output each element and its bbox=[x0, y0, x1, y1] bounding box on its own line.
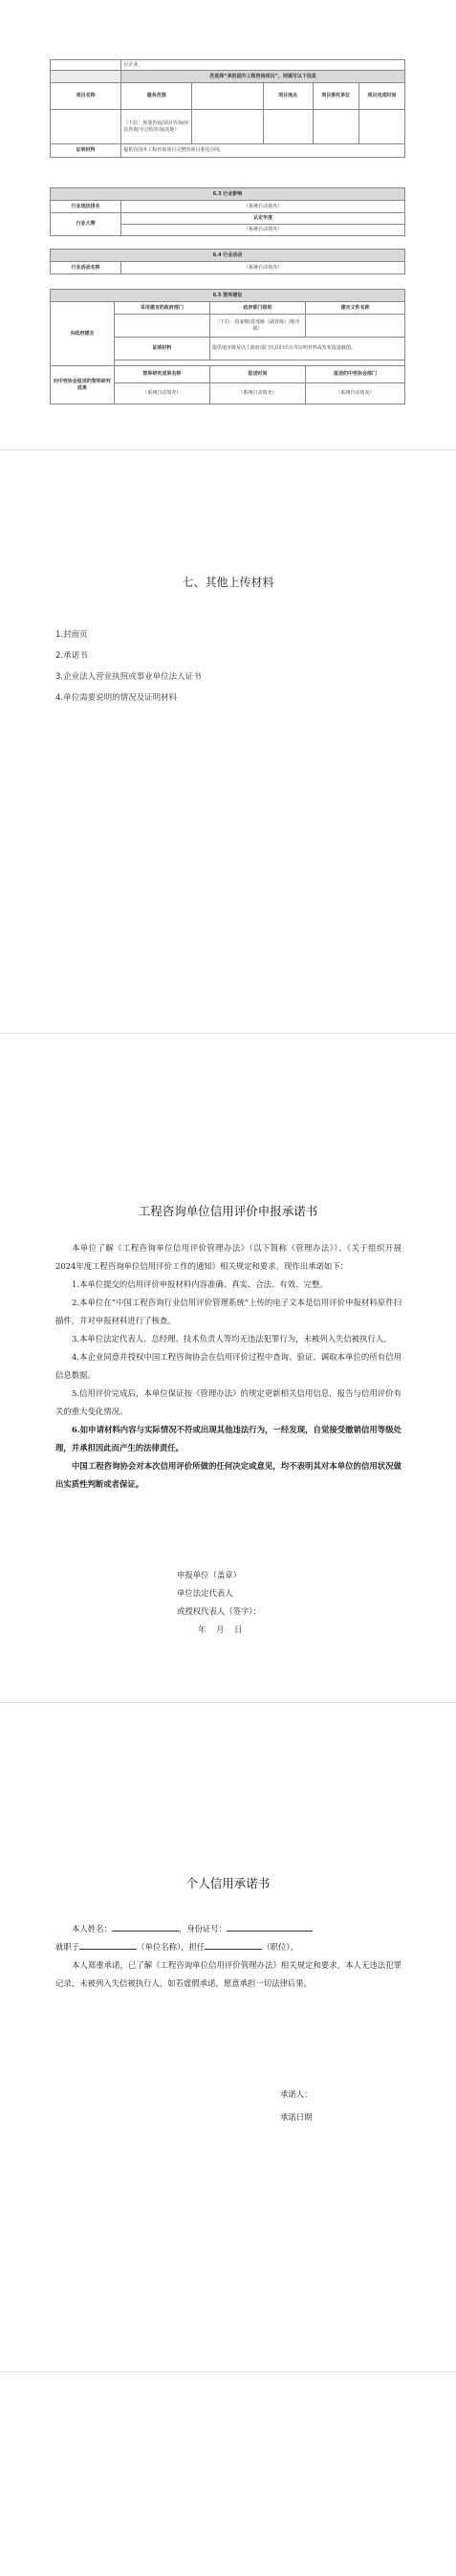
upload-list bbox=[55, 624, 202, 709]
input-cell[interactable] bbox=[192, 110, 263, 144]
col-header: 建言文件名称 bbox=[306, 302, 405, 315]
section-header: 6.4 行业活动 bbox=[51, 250, 405, 262]
proof-text: 提供地市级及以上政府部门出具的出台等证明材料或发布报道截图。 bbox=[209, 338, 404, 360]
page-divider bbox=[0, 2371, 456, 2372]
table-cell: 位企业。 bbox=[121, 60, 405, 71]
sign-date: 承诺日期 bbox=[280, 2112, 313, 2122]
label: 就职于 bbox=[55, 1942, 80, 1952]
pledge-item: 1.本单位提交的信用评价申报材料内容准确、真实、合法、有效、完整。 bbox=[72, 1279, 328, 1289]
col-header: 报送的中咨协会部门 bbox=[306, 366, 405, 383]
personal-work-line bbox=[55, 1938, 402, 1956]
post-blank[interactable] bbox=[205, 1938, 262, 1950]
level-dropdown-note[interactable]: （下拉：国家级/省部级（副省级）/地市级） bbox=[209, 315, 305, 338]
label: ，身份证号： bbox=[178, 1924, 228, 1933]
pledge-item: 4.本企业同意并授权中国工程咨询协会在信用评价过程中查询、验证、调取本单位的所有信用信息数据。 bbox=[55, 1352, 402, 1380]
col-client-unit: 项目委托单位 bbox=[313, 83, 358, 110]
list-item: 2.承诺书 bbox=[55, 651, 88, 661]
sign-line: 或授权代表人（签字）： bbox=[177, 1606, 261, 1616]
pledge-closing: 中国工程咨询协会对本次信用评价所做的任何决定或意见，均不表明其对本单位的信用状况做出实质性判断或者保证。 bbox=[55, 1461, 402, 1489]
industry-activity-table bbox=[50, 249, 405, 274]
pledge-item: 6.如申请材料内容与实际情况不符或出现其他违法行为，一经发现，自觉接受撤销信用等级处理，并承担因此而产生的法律责任。 bbox=[55, 1425, 402, 1452]
pledge-title: 工程咨询单位信用评价申报承诺书 bbox=[138, 1204, 318, 1218]
pledge-item: 2.本单位在“中国工程咨询行业信用评价管理系统”上传的电子文本是信用评价申报材料原件扫描件，并对申报材料进行了核查。 bbox=[55, 1298, 402, 1325]
section-header: 6.3 行业影响 bbox=[51, 188, 405, 201]
personal-signature bbox=[280, 2083, 313, 2128]
unit-blank[interactable] bbox=[79, 1938, 137, 1950]
proof-label: 证明材料 bbox=[51, 144, 121, 158]
label: （职位）。 bbox=[262, 1942, 298, 1952]
label: 本人姓名： bbox=[72, 1924, 112, 1933]
pledge-item: 5.信用评价完成后，本单位保证按《管理办法》的规定更新相关信用信息，报告与信用评价有关的重大变化情况。 bbox=[55, 1388, 402, 1416]
row-label: 行业活动名称 bbox=[51, 262, 121, 274]
input-project-name[interactable] bbox=[51, 110, 121, 144]
name-blank[interactable] bbox=[112, 1920, 179, 1932]
personal-pledge-title: 个人信用承诺书 bbox=[185, 1876, 271, 1890]
page-divider bbox=[0, 1702, 456, 1703]
label: （单位名称），担任 bbox=[137, 1942, 206, 1952]
condition-header: 若选择“承担国外工程咨询项目”，则填写以下信息 bbox=[121, 71, 405, 83]
input-cell[interactable] bbox=[114, 315, 209, 338]
col-header: 采用建言的政府部门 bbox=[114, 302, 209, 315]
proof-label: 证明材料 bbox=[114, 338, 209, 360]
input-location[interactable] bbox=[263, 110, 313, 144]
sign-line: 承诺人： bbox=[280, 2089, 313, 2099]
auto-fill-value: （系统自动填充） bbox=[121, 201, 405, 213]
row-label: 行业现状排名 bbox=[51, 201, 121, 213]
row-label: 向中咨协会报送的智库研究成果 bbox=[51, 366, 115, 404]
scope-dropdown-note[interactable]: （下拉：规划咨询/项目咨询/评估咨询/全过程咨询/其他） bbox=[121, 110, 192, 144]
row-label: 行业大牌 bbox=[51, 213, 121, 236]
auto-fill-value: （系统自动填充） bbox=[121, 262, 405, 274]
auto-fill-value: （系统自动填充） bbox=[114, 383, 209, 404]
col-header: 报送时间 bbox=[209, 366, 305, 383]
think-tank-table bbox=[50, 289, 405, 404]
col-header: 智库研究成果名称 bbox=[114, 366, 209, 383]
sub-header: 认定年度 bbox=[121, 213, 405, 225]
sign-date: 年 月 日 bbox=[198, 1625, 243, 1634]
sign-line: 单位法定代表人 bbox=[177, 1588, 233, 1598]
input-date[interactable] bbox=[358, 110, 404, 144]
section-title: 七、其他上传材料 bbox=[182, 576, 274, 589]
industry-influence-table bbox=[50, 187, 405, 236]
input-cell[interactable] bbox=[306, 315, 405, 338]
row-label: 央政府建言 bbox=[51, 302, 115, 366]
signature-block bbox=[177, 1566, 261, 1639]
page-divider bbox=[0, 449, 456, 450]
input-client[interactable] bbox=[313, 110, 358, 144]
auto-fill-value: （系统自动填充） bbox=[209, 383, 305, 404]
auto-fill-value: （系统自动填充） bbox=[306, 383, 405, 404]
list-item: 1.封面页 bbox=[55, 630, 88, 640]
auto-fill-value: （系统自动填充） bbox=[121, 225, 405, 236]
proof-text: 提供在国外工程咨询项目完整的项目委托合同。 bbox=[121, 144, 405, 158]
list-item: 3.企业法人营业执照或事业单位法人证书 bbox=[55, 672, 202, 682]
personal-pledge-body bbox=[55, 1920, 402, 1993]
id-blank[interactable] bbox=[227, 1920, 313, 1932]
col-project-location: 项目地点 bbox=[263, 83, 313, 110]
col-service-scope: 服务范围 bbox=[121, 83, 192, 110]
foreign-project-table bbox=[50, 59, 405, 158]
pledge-intro: 本单位了解《工程咨询单位信用评价管理办法》（以下简称《管理办法》）、《关于组织开展2024年度工程咨询单位信用评价工作的通知》相关规定和要求，现作出承诺如下： bbox=[55, 1243, 402, 1271]
list-item: 4.单位需要说明的情况及证明材料 bbox=[55, 693, 178, 703]
col-header: 政府部门级别 bbox=[209, 302, 305, 315]
col-completion-time: 项目完成时间 bbox=[358, 83, 404, 110]
page-divider bbox=[0, 1033, 456, 1034]
pledge-item: 3.本单位法定代表人、总经理、技术负责人等均无违法犯罪行为，未被列入失信被执行人。 bbox=[72, 1334, 392, 1343]
personal-pledge-text: 本人郑重承诺，已了解《工程咨询单位信用评价管理办法》相关规定和要求，本人无违法犯罪记录，未被列入失信被执行人，如若虚假承诺，愿意承担一切法律后果。 bbox=[55, 1960, 402, 1988]
col-project-name: 项目名称 bbox=[51, 83, 121, 110]
pledge-body bbox=[55, 1239, 402, 1494]
section-header: 6.5 智库建设 bbox=[51, 290, 405, 302]
personal-info-line bbox=[55, 1920, 402, 1938]
sign-line: 申报单位（盖章） bbox=[177, 1570, 241, 1580]
